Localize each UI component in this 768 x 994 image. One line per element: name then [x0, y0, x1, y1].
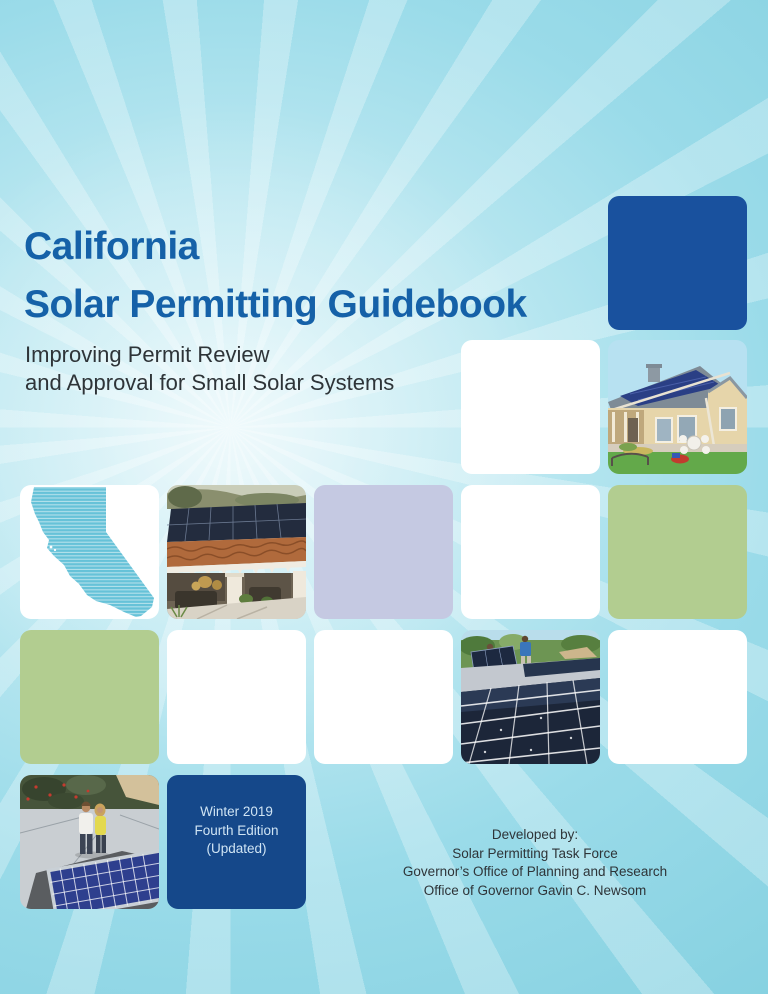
edition-line-2: Fourth Edition — [194, 822, 279, 838]
tile-blank-lavender — [314, 485, 453, 619]
title-line-2: Solar Permitting Guidebook — [24, 283, 527, 326]
photo-solar-installers — [461, 630, 600, 764]
tile-blank-white — [167, 630, 306, 764]
tile-blank-white — [314, 630, 453, 764]
tile-dark-blue — [608, 196, 747, 330]
credits-line-1: Developed by: — [491, 827, 579, 842]
solar-installers-illustration — [461, 630, 600, 764]
couple-solar-panel-illustration — [20, 775, 159, 909]
subtitle-line-2: and Approval for Small Solar Systems — [25, 369, 395, 395]
tile-blank-white — [461, 485, 600, 619]
page-title — [24, 218, 527, 334]
edition-line-1: Winter 2019 — [200, 804, 273, 819]
tile-blank-green — [20, 630, 159, 764]
california-map-illustration — [20, 485, 159, 619]
house-solar-photo-illustration — [608, 340, 747, 474]
title-line-1: California — [24, 225, 199, 268]
photo-house-rooftop-solar — [608, 340, 747, 474]
credits-block — [380, 826, 690, 900]
edition-line-3: (Updated) — [206, 841, 267, 856]
tile-roof-solar-illustration — [167, 485, 306, 619]
credits-line-3: Governor’s Office of Planning and Research — [402, 864, 668, 879]
credits-line-4: Office of Governor Gavin C. Newsom — [423, 882, 647, 898]
page-subtitle — [25, 341, 394, 396]
subtitle-line-1: Improving Permit Review — [25, 342, 270, 367]
photo-california-map — [20, 485, 159, 619]
photo-tile-roof-solar — [167, 485, 306, 619]
tile-blank-white — [608, 630, 747, 764]
edition-tile — [167, 775, 306, 909]
tile-blank-white — [461, 340, 600, 474]
credits-line-2: Solar Permitting Task Force — [452, 845, 618, 861]
photo-couple-solar-panel — [20, 775, 159, 909]
tile-blank-green — [608, 485, 747, 619]
